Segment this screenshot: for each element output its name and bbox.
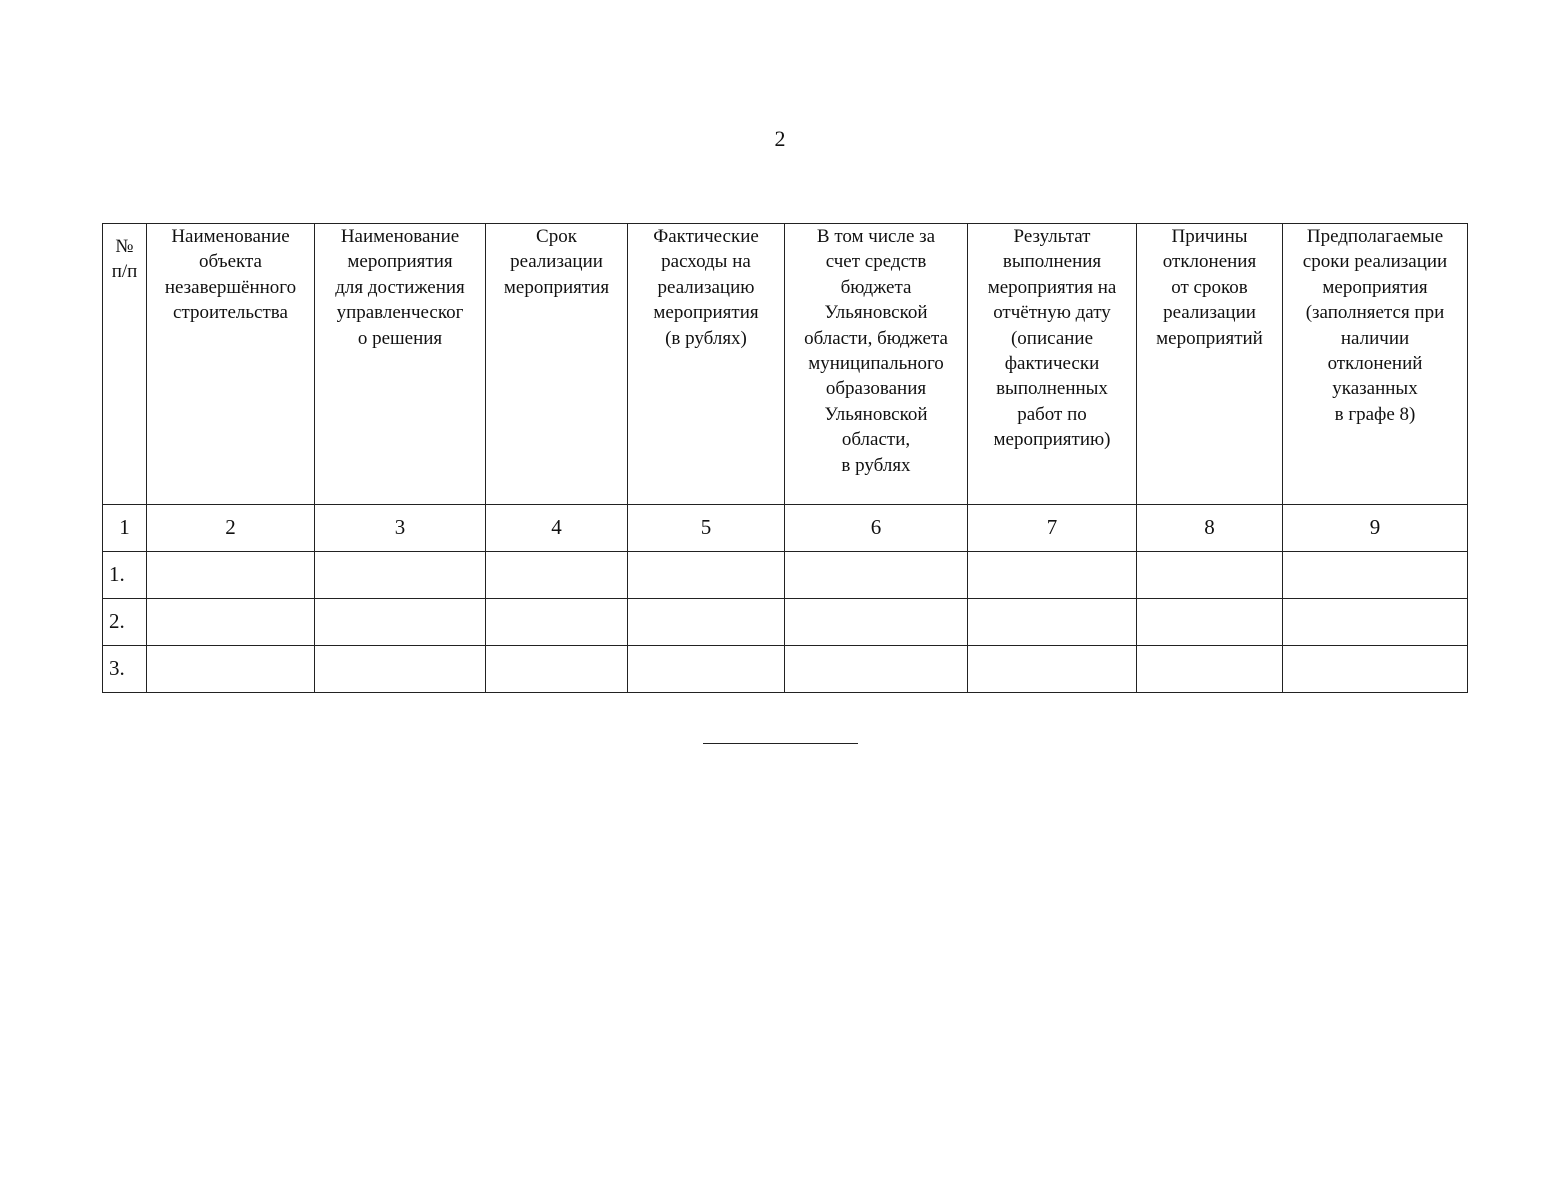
table-cell	[628, 646, 785, 693]
page-number: 2	[774, 126, 786, 151]
table-cell	[1137, 599, 1283, 646]
table-cell	[1283, 599, 1468, 646]
table-cell	[628, 552, 785, 599]
table-cell	[785, 599, 968, 646]
header-number: № п/п	[103, 224, 147, 505]
row-number: 3.	[103, 646, 147, 693]
table-header-row	[103, 224, 1468, 505]
table-cell	[315, 599, 486, 646]
header-object-name: Наименование объекта незавершённого строительства	[147, 224, 315, 505]
table-cell	[486, 646, 628, 693]
table-cell	[785, 552, 968, 599]
table-cell	[486, 599, 628, 646]
table-cell	[147, 599, 315, 646]
column-number: 8	[1137, 505, 1283, 552]
table-cell	[1283, 552, 1468, 599]
header-expected-terms: Предполагаемые сроки реализации мероприятия (заполняется при наличии отклонений указанных в графе 8)	[1283, 224, 1468, 505]
table-cell	[968, 552, 1137, 599]
column-number: 1	[103, 505, 147, 552]
header-implementation-term: Срок реализации мероприятия	[486, 224, 628, 505]
header-budget-funds: В том числе за счет средств бюджета Ульяновской области, бюджета муниципального образования Ульяновской области, в рублях	[785, 224, 968, 505]
row-number: 1.	[103, 552, 147, 599]
end-of-document-line	[703, 743, 858, 744]
measures-table	[102, 223, 1468, 693]
column-number: 5	[628, 505, 785, 552]
table-row	[103, 599, 1468, 646]
header-actual-expenses: Фактические расходы на реализацию мероприятия (в рублях)	[628, 224, 785, 505]
column-number: 6	[785, 505, 968, 552]
table-cell	[785, 646, 968, 693]
column-number: 3	[315, 505, 486, 552]
column-number: 9	[1283, 505, 1468, 552]
table-cell	[1137, 552, 1283, 599]
table-cell	[315, 646, 486, 693]
column-numbers-row	[103, 505, 1468, 552]
table-cell	[628, 599, 785, 646]
table-cell	[968, 646, 1137, 693]
table-cell	[1137, 646, 1283, 693]
column-number: 7	[968, 505, 1137, 552]
column-number: 4	[486, 505, 628, 552]
table-cell	[147, 646, 315, 693]
table-cell	[315, 552, 486, 599]
table-cell	[1283, 646, 1468, 693]
table-cell	[486, 552, 628, 599]
table-cell	[147, 552, 315, 599]
table-row	[103, 646, 1468, 693]
table-cell	[968, 599, 1137, 646]
column-number: 2	[147, 505, 315, 552]
row-number: 2.	[103, 599, 147, 646]
header-deviation-reasons: Причины отклонения от сроков реализации мероприятий	[1137, 224, 1283, 505]
header-measure-name: Наименование мероприятия для достижения управленческог о решения	[315, 224, 486, 505]
header-result: Результат выполнения мероприятия на отчётную дату (описание фактически выполненных работ по мероприятию)	[968, 224, 1137, 505]
table-row	[103, 552, 1468, 599]
